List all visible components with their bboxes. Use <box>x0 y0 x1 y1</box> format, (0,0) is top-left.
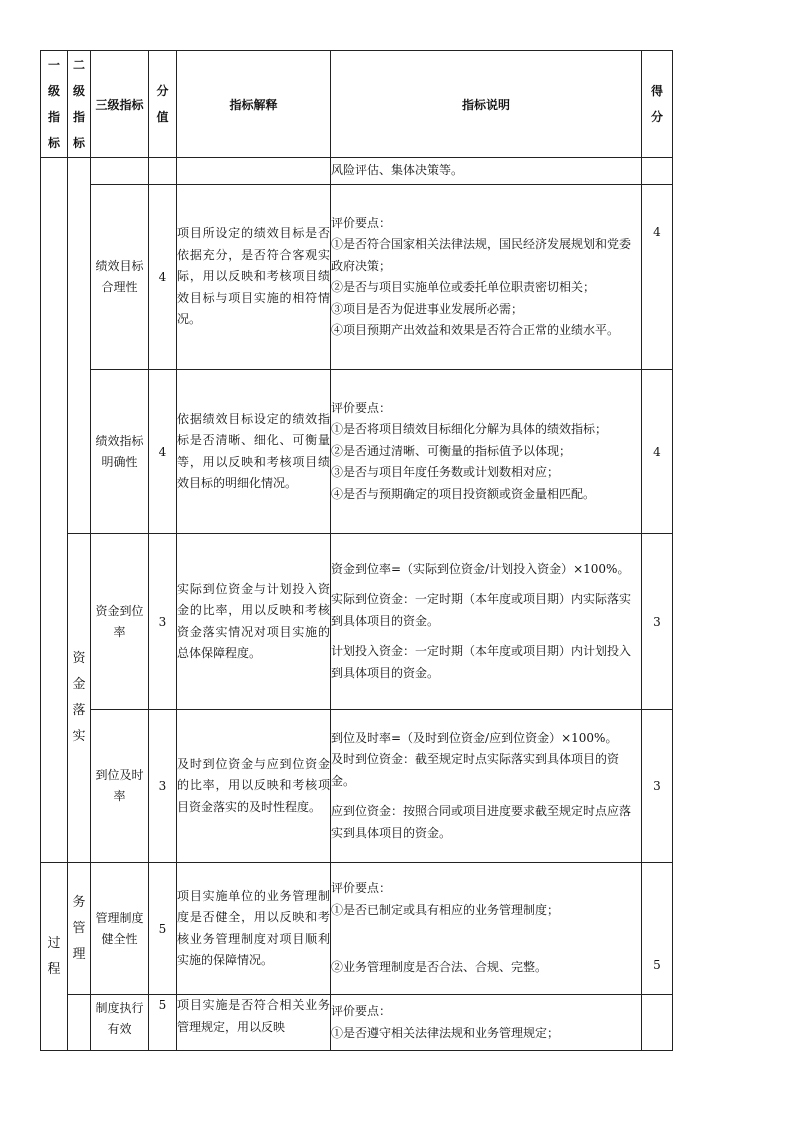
header-level2: 二 级 指 标 <box>68 51 91 158</box>
indicator-points: 3 <box>149 534 177 710</box>
indicator-explanation: 及时到位资金与应到位资金的比率，用以反映和考核项目资金落实的及时性程度。 <box>177 710 331 863</box>
header-score: 得 分 <box>642 51 673 158</box>
header-explanation: 指标解释 <box>177 51 331 158</box>
indicator-explanation: 项目实施单位的业务管理制度是否健全，用以反映和考核业务管理制度对项目顺利实施的保障情况。 <box>177 863 331 995</box>
indicator-points: 5 <box>149 995 177 1051</box>
indicator-explanation: 依据绩效目标设定的绩效指标是否清晰、细化、可衡量等，用以反映和考核项目绩效目标的明细化情况。 <box>177 370 331 534</box>
table-row <box>41 710 673 863</box>
indicator-explanation: 项目实施是否符合相关业务管理规定，用以反映 <box>177 995 331 1051</box>
indicator-description: 评价要点： ①是否符合国家相关法律法规，国民经济发展规划和党委政府决策； ②是否与项目实施单位或委托单位职责密切相关； ③项目是否为促进事业发展所必需； ④项目预期产出效益和效果是否符合正常的业绩水平。 <box>331 185 642 370</box>
indicator-score: 5 <box>642 863 673 995</box>
indicator-points: 5 <box>149 863 177 995</box>
indicator-name: 制度执行有效 <box>91 995 149 1051</box>
indicator-score: 3 <box>642 534 673 710</box>
level2-blank-cell <box>68 158 91 534</box>
indicator-score <box>642 995 673 1051</box>
indicator-points: 3 <box>149 710 177 863</box>
section-process: 过 程 <box>41 863 68 1051</box>
indicator-score: 4 <box>642 185 673 370</box>
indicator-name: 资金到位率 <box>91 534 149 710</box>
header-row <box>41 51 673 158</box>
indicator-description: 资金到位率=（实际到位资金/计划投入资金）×100%。 实际到位资金：一定时期（本年度或项目期）内实际落实到具体项目的资金。 计划投入资金：一定时期（本年度或项目期）内计划投入到具体项目的资金。 <box>331 534 642 710</box>
table-row <box>41 185 673 370</box>
indicator-description: 到位及时率=（及时到位资金/应到位资金）×100%。 及时到位资金：截至规定时点实际落实到具体项目的资金。 应到位资金：按照合同或项目进度要求截至规定时点应落实到具体项目的资金。 <box>331 710 642 863</box>
indicator-name: 绩效目标合理性 <box>91 185 149 370</box>
level1-blank-cell <box>41 158 68 863</box>
indicator-description: 评价要点： ①是否将项目绩效目标细化分解为具体的绩效指标； ②是否通过清晰、可衡量的指标值予以体现； ③是否与项目年度任务数或计划数相对应； ④是否与预期确定的项目投资额或资金量相匹配。 <box>331 370 642 534</box>
evaluation-table <box>40 50 673 1051</box>
header-description: 指标说明 <box>331 51 642 158</box>
indicator-points: 4 <box>149 370 177 534</box>
header-level1: 一 级 指 标 <box>41 51 68 158</box>
table-row <box>41 995 673 1051</box>
indicator-points: 4 <box>149 185 177 370</box>
table-row <box>41 534 673 710</box>
indicator-name: 到位及时率 <box>91 710 149 863</box>
table-row <box>41 158 673 185</box>
section-business: 务 管 理 <box>68 863 91 995</box>
indicator-description: 评价要点： ①是否遵守相关法律法规和业务管理规定； <box>331 995 642 1051</box>
indicator-name: 管理制度健全性 <box>91 863 149 995</box>
indicator-name: 绩效指标明确性 <box>91 370 149 534</box>
table-row <box>41 863 673 995</box>
indicator-explanation: 实际到位资金与计划投入资金的比率，用以反映和考核资金落实情况对项目实施的总体保障程度。 <box>177 534 331 710</box>
indicator-score: 4 <box>642 370 673 534</box>
indicator-score: 3 <box>642 710 673 863</box>
indicator-description: 风险评估、集体决策等。 <box>331 158 642 185</box>
indicator-explanation: 项目所设定的绩效目标是否依据充分，是否符合客观实际，用以反映和考核项目绩效目标与项目实施的相符情况。 <box>177 185 331 370</box>
table-row <box>41 370 673 534</box>
indicator-description: 评价要点： ①是否已制定或具有相应的业务管理制度； ②业务管理制度是否合法、合规、完整。 <box>331 863 642 995</box>
header-level3: 三级指标 <box>91 51 149 158</box>
header-points: 分 值 <box>149 51 177 158</box>
section-funds: 资 金 落 实 <box>68 534 91 863</box>
